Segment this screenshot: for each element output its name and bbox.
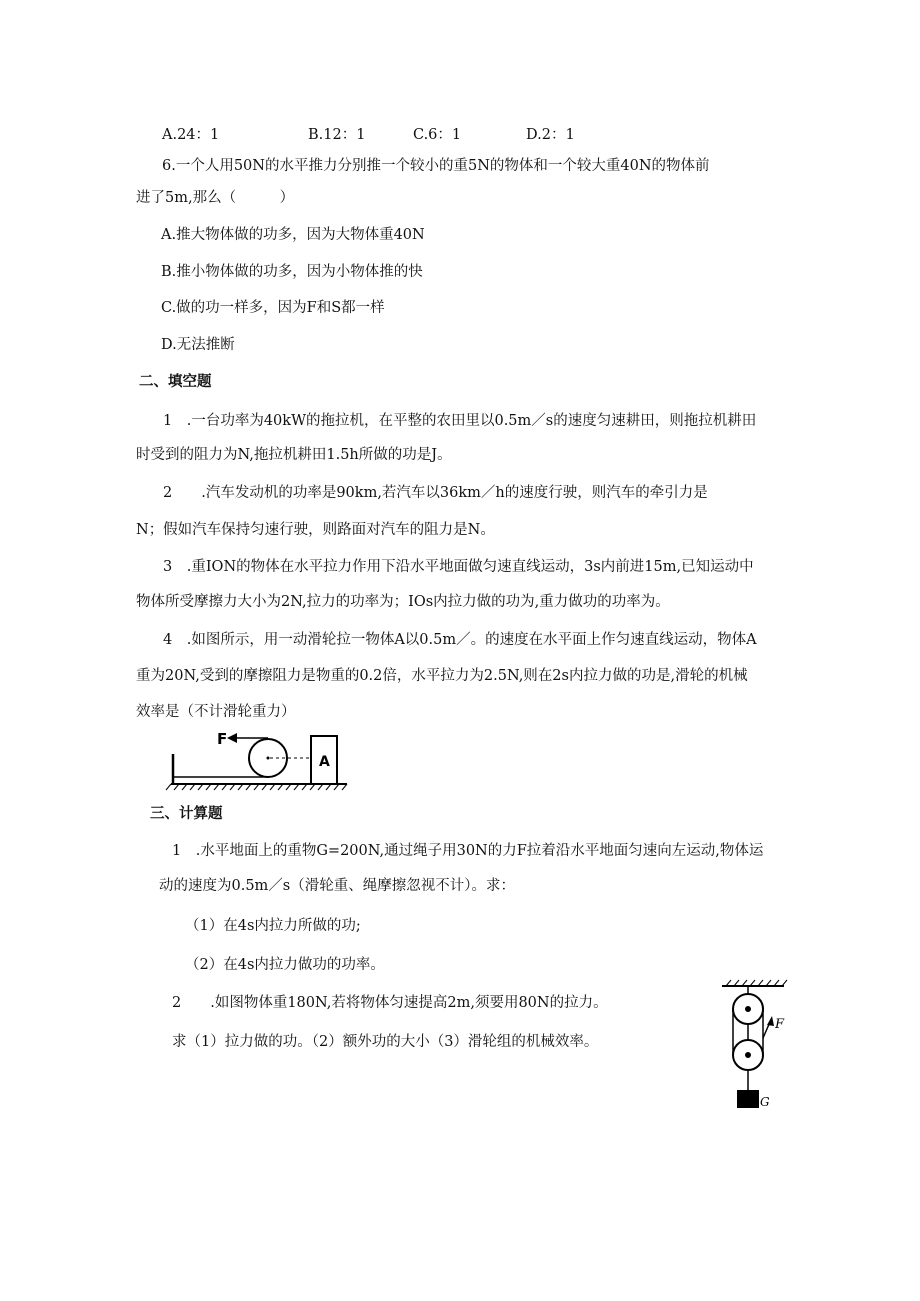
s2-q4-line3: 效率是（不计滑轮重力）: [136, 704, 296, 720]
s3-q1-sub1: （1）在4s内拉力所做的功;: [185, 918, 361, 934]
fig2-force-label: F: [775, 1017, 785, 1032]
s2-q4-line2: 重为20N,受到的摩擦阻力是物重的0.2倍，水平拉力为2.5N,则在2s内拉力做的功是,滑轮的机械: [136, 668, 748, 684]
q5-option-b: B.12：1: [308, 127, 366, 143]
section3-heading: 三、计算题: [150, 806, 223, 822]
s3-q2-line2: 求（1）拉力做的功。（2）额外功的大小（3）滑轮组的机械效率。: [172, 1034, 599, 1050]
q5-option-d: D.2：1: [526, 127, 575, 143]
q6-option-b: B.推小物体做的功多，因为小物体推的快: [161, 264, 423, 280]
s3-q1-line2: 动的速度为0.5m／s（滑轮重、绳摩擦忽视不计）。求：: [159, 878, 515, 894]
section2-heading: 二、填空题: [139, 374, 212, 390]
s2-q2-line1: 2 .汽车发动机的功率是90km,若汽车以36km／h的速度行驶，则汽车的牵引力是: [163, 485, 708, 501]
s3-q1-line1: 1 .水平地面上的重物G=200N,通过绳子用30N的力F拉着沿水平地面匀速向左运动,物体运: [172, 843, 764, 859]
s2-q2-line2: N；假如汽车保持匀速行驶，则路面对汽车的阻力是N。: [136, 522, 495, 538]
q6-option-d: D.无法推断: [161, 337, 235, 353]
fig2-weight-label: G: [760, 1095, 770, 1109]
q6-stem-line2: 进了5m,那么（ ）: [136, 190, 295, 206]
s2-q4-line1: 4 .如图所示，用一动滑轮拉一物体A以0.5m／。的速度在水平面上作匀速直线运动，物体A: [163, 632, 757, 648]
fig1-force-label: F: [217, 730, 228, 748]
q5-option-a: A.24：1: [162, 127, 220, 143]
q6-option-c: C.做的功一样多，因为F和S都一样: [161, 300, 385, 316]
q5-option-c: C.6：1: [413, 127, 462, 143]
s2-q1-line2: 时受到的阻力为N,拖拉机耕田1.5h所做的功是J。: [136, 447, 452, 463]
pulley-block-figure: [718, 976, 788, 1114]
q6-option-a: A.推大物体做的功多，因为大物体重40N: [161, 227, 425, 243]
movable-pulley-figure: [165, 726, 355, 794]
fig1-block-label: A: [319, 754, 330, 770]
q6-stem-line1: 6.一个人用50N的水平推力分别推一个较小的重5N的物体和一个较大重40N的物体前: [162, 158, 710, 174]
s3-q2-line1: 2 .如图物体重180N,若将物体匀速提高2m,须要用80N的拉力。: [172, 995, 608, 1011]
s3-q1-sub2: （2）在4s内拉力做功的功率。: [185, 957, 385, 973]
s2-q3-line1: 3 .重ION的物体在水平拉力作用下沿水平地面做匀速直线运动，3s内前进15m,已知运动中: [163, 559, 754, 575]
s2-q3-line2: 物体所受摩擦力大小为2N,拉力的功率为；IOs内拉力做的功为,重力做功的功率为。: [136, 594, 670, 610]
s2-q1-line1: 1 .一台功率为40kW的拖拉机，在平整的农田里以0.5m／s的速度匀速耕田，则拖拉机耕田: [163, 413, 757, 429]
